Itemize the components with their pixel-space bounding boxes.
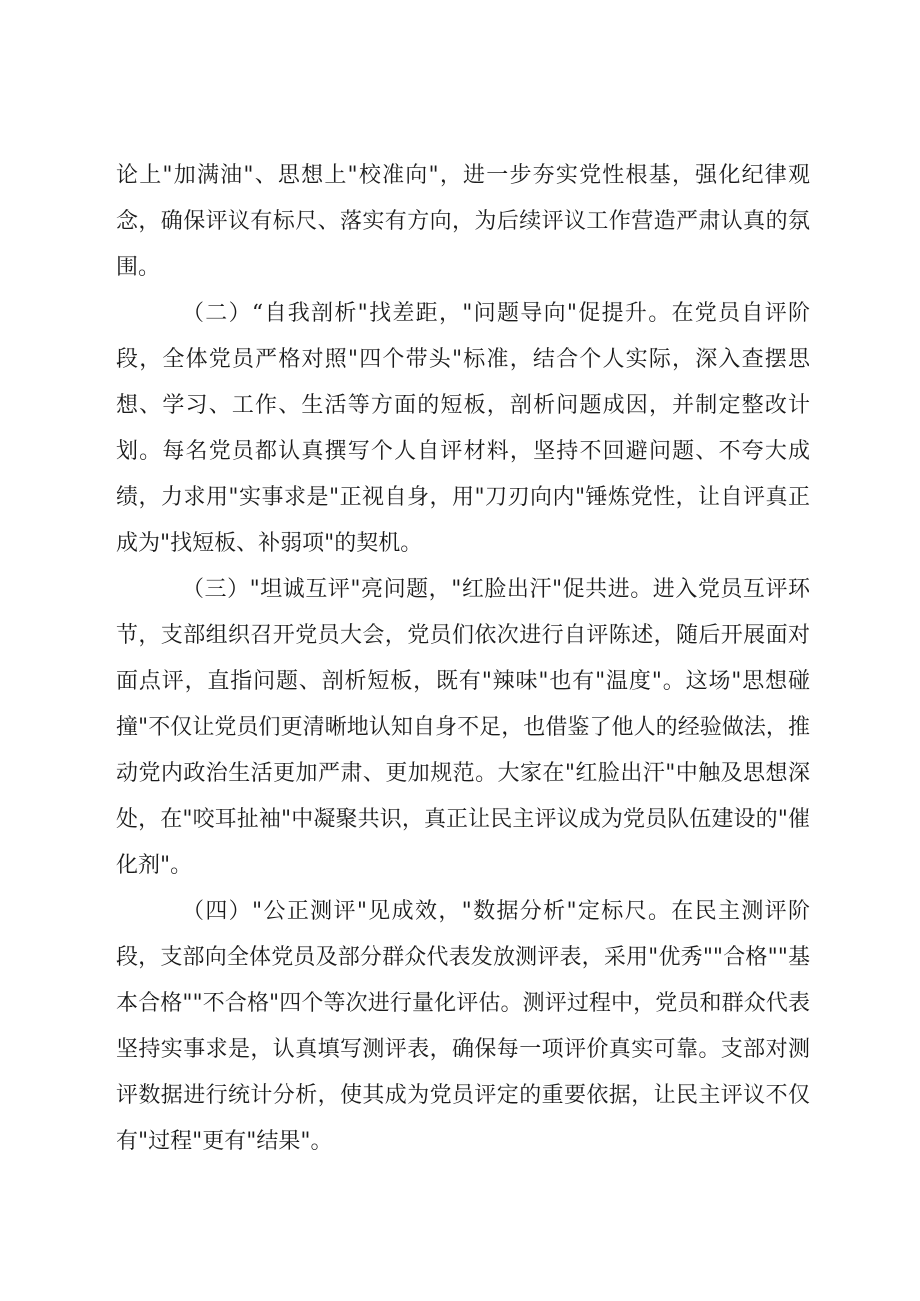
paragraph-mutual-evaluation: （三）"坦诚互评"亮问题，"红脸出汗"促共进。进入党员互评环节，支部组织召开党员大会，党员们依次进行自评陈述，随后开展面对面点评，直指问题、剖析短板，既有"辣味"也有"温度"。这场"思想碰撞"不仅让党员们更清晰地认知自身不足，也借鉴了他人的经验做法，推动党内政治生活更加严肃、更加规范。大家在"红脸出汗"中触及思想深处，在"咬耳扯袖"中凝聚共识，真正让民主评议成为党员队伍建设的"催化剂"。 xyxy=(116,577,810,878)
paragraph-continuation: 论上"加满油"、思想上"校准向"，进一步夯实党性根基，强化纪律观念，确保评议有标尺、落实有方向，为后续评议工作营造严肃认真的氛围。 xyxy=(116,163,810,280)
paragraph-fair-assessment: （四）"公正测评"见成效，"数据分析"定标尺。在民主测评阶段，支部向全体党员及部分群众代表发放测评表，采用"优秀""合格""基本合格""不合格"四个等次进行量化评估。测评过程中，党员和群众代表坚持实事求是，认真填写测评表，确保每一项评价真实可靠。支部对测评数据进行统计分析，使其成为党员评定的重要依据，让民主评议不仅有"过程"更有"结果"。 xyxy=(116,899,810,1154)
document-body xyxy=(116,153,810,1165)
paragraph-self-analysis: （二）“自我剖析"找差距，"问题导向"促提升。在党员自评阶段，全体党员严格对照"四个带头"标准，结合个人实际，深入查摆思想、学习、工作、生活等方面的短板，剖析问题成因，并制定整改计划。每名党员都认真撰写个人自评材料，坚持不回避问题、不夸大成绩，力求用"实事求是"正视自身，用"刀刃向内"锤炼党性，让自评真正成为"找短板、补弱项"的契机。 xyxy=(116,301,810,556)
